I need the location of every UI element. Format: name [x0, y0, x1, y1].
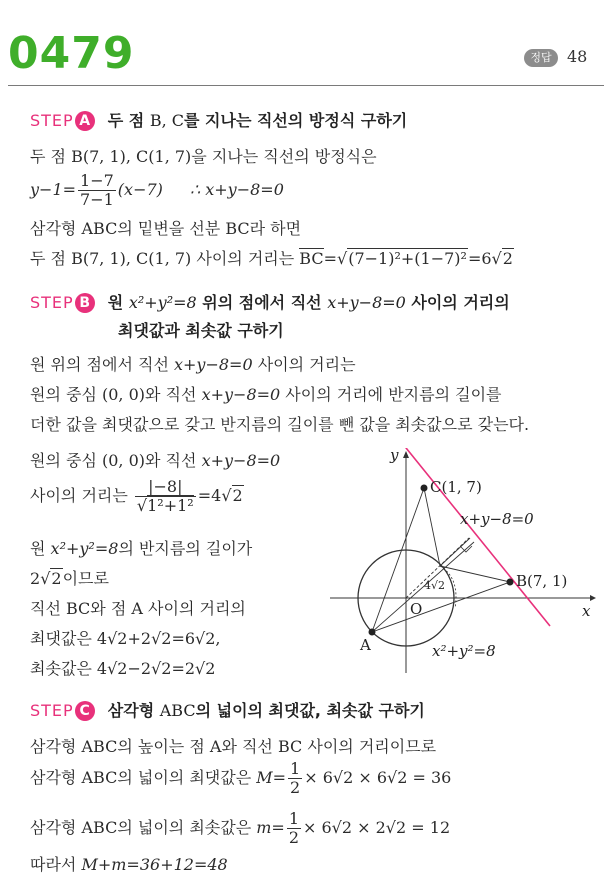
- step-b-q6: 최댓값은 4√2+2√2=6√2,: [30, 629, 221, 648]
- point-c-label: C(1, 7): [430, 478, 482, 496]
- point-a: [369, 629, 376, 636]
- x-axis-label: x: [582, 602, 591, 620]
- step-a-title: 두 점 B, C를 지나는 직선의 방정식 구하기: [107, 111, 408, 130]
- circle-label: x²+y²=8: [432, 642, 496, 660]
- point-a-label: A: [360, 636, 371, 654]
- step-a-circle: A: [75, 111, 95, 131]
- point-c: [421, 485, 428, 492]
- problem-number: 0479: [8, 28, 135, 79]
- step-b-heading: STEP B 원 x²+y²=8 위의 점에서 직선 x+y−8=0 사이의 거리의: [30, 293, 510, 312]
- point-b-label: B(7, 1): [516, 572, 568, 590]
- step-b-para-2: 원의 중심 (0, 0)와 직선 x+y−8=0 사이의 거리에 반지름의 길이를: [30, 385, 502, 404]
- step-c-line-2: 삼각형 ABC의 넓이의 최댓값은 M= $\frac{1}{2}$ × 6√2 × 6√2 = 36: [30, 759, 452, 797]
- step-a-line-1: 두 점 B(7, 1), C(1, 7)을 지나는 직선의 방정식은: [30, 147, 377, 166]
- header-divider: [8, 85, 604, 86]
- step-b-circle: B: [75, 293, 95, 313]
- answer-value: 48: [567, 47, 588, 66]
- step-c-line-4: 따라서 M+m=36+12=48: [30, 855, 228, 874]
- step-b-q3: 원 x²+y²=8의 반지름의 길이가: [30, 539, 253, 558]
- step-c-line-1: 삼각형 ABC의 높이는 점 A와 직선 BC 사이의 거리이므로: [30, 737, 437, 756]
- step-a-line-4: 두 점 B(7, 1), C(1, 7) 사이의 거리는 BC=√(7−1)²+(1−7)²=6√2: [30, 249, 513, 268]
- distance-label: 4√2: [424, 579, 446, 592]
- step-b-q1: 원의 중심 (0, 0)와 직선 x+y−8=0: [30, 451, 281, 470]
- line-label: x+y−8=0: [460, 510, 534, 528]
- distance-radical: √(7−1)²+(1−7)²: [337, 249, 467, 268]
- step-label: STEP: [30, 111, 74, 130]
- step-b-title-line-2: 최댓값과 최솟값 구하기: [118, 321, 284, 340]
- step-c-line-3: 삼각형 ABC의 넓이의 최솟값은 m= $\frac{1}{2}$ × 6√2 × 2√2 = 12: [30, 809, 451, 847]
- y-axis-label: y: [390, 448, 399, 464]
- step-b-q7: 최솟값은 4√2−2√2=2√2: [30, 659, 216, 678]
- origin-label: O: [410, 600, 423, 618]
- point-b: [507, 579, 514, 586]
- step-b-para-3: 더한 값을 최댓값으로 갖고 반지름의 길이를 뺀 값을 최솟값으로 갖는다.: [30, 415, 530, 434]
- answer-badge: 정답: [524, 49, 558, 67]
- step-b-para-1: 원 위의 점에서 직선 x+y−8=0 사이의 거리는: [30, 355, 356, 374]
- step-c-circle: C: [75, 701, 95, 721]
- slope-fraction: $\frac{1-7}{7-1}$: [80, 171, 114, 209]
- step-a-line-3: 삼각형 ABC의 밑변을 선분 BC라 하면: [30, 219, 302, 238]
- step-b-q5: 직선 BC와 점 A 사이의 거리의: [30, 599, 246, 618]
- step-a-line-2: y−1= $\frac{1-7}{7-1}$ (x−7) ∴ x+y−8=0: [30, 171, 284, 209]
- step-c-heading: STEP C 삼각형 ABC의 넓이의 최댓값, 최솟값 구하기: [30, 701, 425, 720]
- step-b-q2: 사이의 거리는 $\frac{|-8|}{\text{√1²+1²}}$ =4√2: [30, 477, 243, 515]
- step-a-heading: [30, 108, 407, 131]
- step-b-q4: 2√2이므로: [30, 569, 109, 588]
- coordinate-figure: [320, 448, 608, 678]
